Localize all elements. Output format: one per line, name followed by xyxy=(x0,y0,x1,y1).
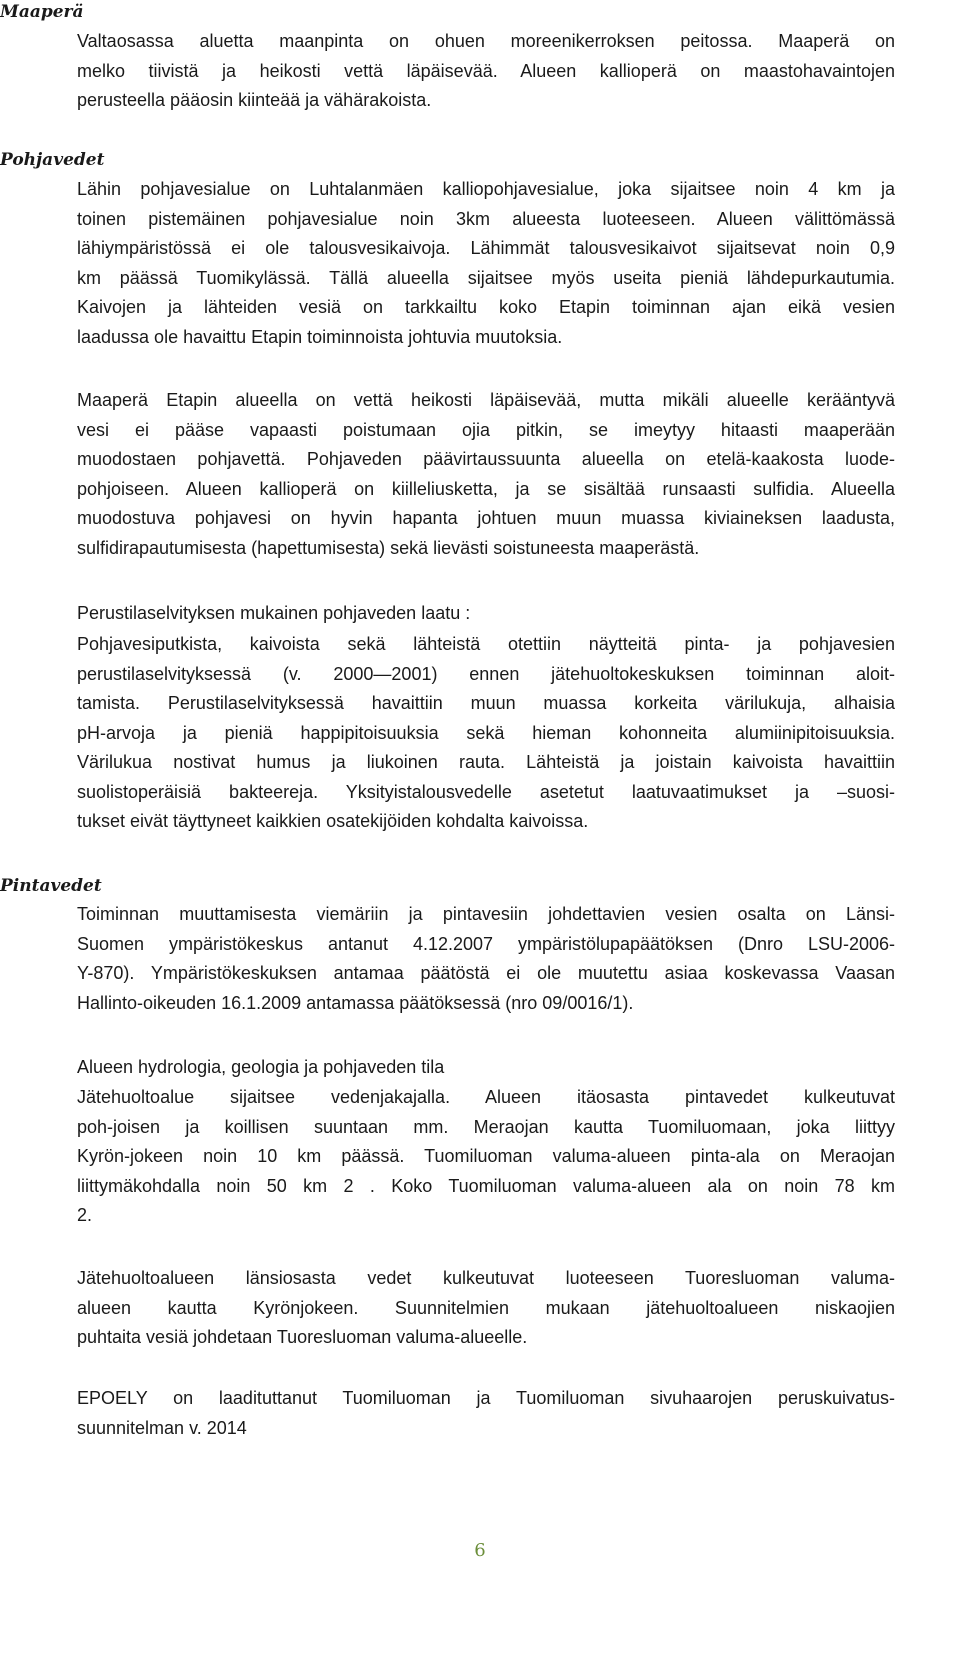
text-line: Valtaosassa aluetta maanpinta on ohuen moreenikerroksen peitossa. Maaperä on xyxy=(77,31,895,51)
text-line: alueen kautta Kyrönjokeen. Suunnitelmien mukaan jätehuoltoalueen niskaojien xyxy=(77,1297,895,1318)
text-line: Pohjavesiputkista, kaivoista sekä lähteistä otettiin näytteitä pinta- ja pohjavesien xyxy=(77,634,895,654)
text-line: pH-arvoja ja pieniä happipitoisuuksia sekä hieman kohonneita alumiinipitoisuuksia. xyxy=(77,722,895,743)
subheading-hydrologia xyxy=(77,1053,895,1083)
text-line: poh-joisen ja koillisen suuntaan mm. Meraojan kautta Tuomiluomaan, joka liittyy xyxy=(77,1116,895,1137)
text-line: vesi ei pääse vapaasti poistumaan ojia pitkin, se imeytyy hitaasti maaperään xyxy=(77,419,895,440)
text-line: melko tiivistä ja heikosti vettä läpäisevää. Alueen kallioperä on maastohavaintojen xyxy=(77,60,895,81)
text-line: tukset eivät täyttyneet kaikkien osatekijöiden kohdalta kaivoissa. xyxy=(77,811,589,831)
page-number: 6 xyxy=(474,1540,486,1561)
text-line: pohjoiseen. Alueen kallioperä on kiilleliusketta, ja se sisältää runsaasti sulfidia. Alueella xyxy=(77,478,895,499)
text-line: sulfidirapautumisesta (hapettumisesta) sekä lievästi soistuneesta maaperästä. xyxy=(77,537,700,558)
text-line: muodostaen pohjavettä. Pohjaveden päävirtaussuunta alueella on etelä-kaakosta luode- xyxy=(77,449,895,469)
subheading-pohjaveden-laatu xyxy=(77,599,895,629)
text-line: tamista. Perustilaselvityksessä havaittiin muun muassa korkeita värilukuja, alhaisia xyxy=(77,693,895,713)
paragraph-pohjavedet-3 xyxy=(77,630,895,837)
paragraph-pintavedet-3 xyxy=(77,1264,895,1353)
heading-pintavedet: Pintavedet xyxy=(0,876,102,896)
text-line: km päässä Tuomikylässä. Tällä alueella sijaitsee myös useita pieniä lähdepurkautumia. xyxy=(77,267,895,288)
text-line: Alueen hydrologia, geologia ja pohjaveden tila xyxy=(77,1057,445,1077)
text-line: 2. xyxy=(77,1205,93,1225)
text-line: suunnitelman v. 2014 xyxy=(77,1417,247,1438)
text-line: Perustilaselvityksen mukainen pohjaveden laatu : xyxy=(77,603,471,623)
text-line: toinen pistemäinen pohjavesialue noin 3km alueesta luoteeseen. Alueen välittömässä xyxy=(77,208,895,229)
paragraph-maapera xyxy=(77,27,895,116)
paragraph-pintavedet-2 xyxy=(77,1083,895,1231)
paragraph-pohjavedet-2 xyxy=(77,386,895,563)
text-line: Jätehuoltoalue sijaitsee vedenjakajalla. Alueen itäosasta pintavedet kulkeutuvat xyxy=(77,1087,895,1107)
text-line: Y-870). Ympäristökeskuksen antamaa päätöstä ei ole muutettu asiaa koskevassa Vaasan xyxy=(77,963,895,983)
text-line: Jätehuoltoalueen länsiosasta vedet kulkeutuvat luoteeseen Tuoresluoman valuma- xyxy=(77,1268,895,1288)
text-line: liittymäkohdalla noin 50 km 2 . Koko Tuomiluoman valuma-alueen ala on noin 78 km xyxy=(77,1175,895,1196)
paragraph-pintavedet-1 xyxy=(77,900,895,1018)
paragraph-pohjavedet-1 xyxy=(77,175,895,352)
heading-pohjavedet: Pohjavedet xyxy=(0,150,105,170)
paragraph-pintavedet-4 xyxy=(77,1384,895,1443)
text-line: perusteella pääosin kiinteää ja vähärakoista. xyxy=(77,90,432,110)
heading-maapera: Maaperä xyxy=(0,2,84,22)
text-line: Kaivojen ja lähteiden vesiä on tarkkailtu koko Etapin toiminnan ajan eikä vesien xyxy=(77,297,895,317)
text-line: Suomen ympäristökeskus antanut 4.12.2007 ympäristölupapäätöksen (Dnro LSU-2006- xyxy=(77,933,895,954)
text-line: suolistoperäisiä bakteereja. Yksityistalousvedelle asetetut laatuvaatimukset ja –suosi- xyxy=(77,781,895,802)
text-line: Maaperä Etapin alueella on vettä heikosti läpäisevää, mutta mikäli alueelle kerääntyvä xyxy=(77,390,895,410)
text-line: laadussa ole havaittu Etapin toiminnoista johtuvia muutoksia. xyxy=(77,326,563,347)
text-line: Lähin pohjavesialue on Luhtalanmäen kalliopohjavesialue, joka sijaitsee noin 4 km ja xyxy=(77,179,895,199)
text-line: perustilaselvityksessä (v. 2000—2001) ennen jätehuoltokeskuksen toiminnan aloit- xyxy=(77,663,895,684)
text-line: puhtaita vesiä johdetaan Tuoresluoman valuma-alueelle. xyxy=(77,1327,528,1347)
text-line: lähiympäristössä ei ole talousvesikaivoja. Lähimmät talousvesikaivot sijaitsevat noin 0,9 xyxy=(77,238,895,258)
text-line: Kyrön-jokeen noin 10 km päässä. Tuomiluoman valuma-alueen pinta-ala on Meraojan xyxy=(77,1146,895,1166)
text-line: Hallinto-oikeuden 16.1.2009 antamassa päätöksessä (nro 09/0016/1). xyxy=(77,992,634,1013)
text-line: EPOELY on laadituttanut Tuomiluoman ja Tuomiluoman sivuhaarojen peruskuivatus- xyxy=(77,1388,895,1408)
text-line: muodostuva pohjavesi on hyvin hapanta johtuen muun muassa kiviaineksen laadusta, xyxy=(77,508,895,528)
text-line: Toiminnan muuttamisesta viemäriin ja pintavesiin johdettavien vesien osalta on Länsi- xyxy=(77,904,895,924)
text-line: Värilukua nostivat humus ja liukoinen rauta. Lähteistä ja joistain kaivoista havaittiin xyxy=(77,752,895,772)
